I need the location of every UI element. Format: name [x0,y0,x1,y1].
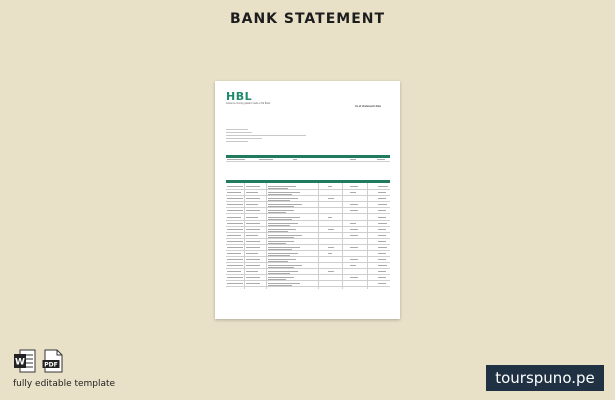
transaction-row [226,226,390,227]
address-line [226,135,306,136]
transaction-cell [268,279,286,280]
transaction-cell [227,204,243,205]
transaction-cell [350,192,356,193]
transaction-cell [227,259,243,260]
transaction-cell [328,247,334,248]
transaction-cell [246,198,260,199]
transaction-row [226,274,390,275]
summary-cell [293,159,297,160]
transaction-cell [246,192,258,193]
transaction-cell [246,283,260,284]
transaction-cell [328,253,332,254]
transaction-cell [246,253,258,254]
word-icon [13,349,37,373]
editable-caption: fully editable template [13,379,116,389]
transaction-cell [350,223,356,224]
transaction-cell [227,235,241,236]
transaction-cell [268,267,294,268]
transaction-cell [227,223,243,224]
transaction-cell [246,223,260,224]
transaction-cell [378,229,386,230]
transaction-cell [350,247,358,248]
transaction-cell [227,229,243,230]
transaction-cell [268,219,292,220]
summary-cell [350,159,356,160]
transaction-cell [350,265,356,266]
summary-table-row [226,161,390,162]
transaction-cell [246,259,260,260]
transaction-row [226,195,390,196]
transaction-cell [246,210,260,211]
transaction-row [226,238,390,239]
transaction-cell [246,204,258,205]
transaction-cell [268,206,294,207]
transaction-cell [350,235,358,236]
summary-table-header [226,155,390,158]
transaction-cell [246,217,258,218]
transaction-cell [227,192,241,193]
transaction-cell [378,259,386,260]
brand-badge[interactable]: tourspuno.pe [486,365,604,391]
transaction-cell [246,247,260,248]
transaction-cell [378,253,386,254]
transaction-cell [328,271,334,272]
transaction-cell [246,186,260,187]
transaction-cell [268,249,292,250]
transaction-cell [268,231,288,232]
transaction-cell [328,186,332,187]
statement-document [215,81,400,319]
transaction-cell [350,229,358,230]
hbl-logo: HBL [226,90,253,103]
transaction-cell [378,271,386,272]
transaction-cell [227,186,243,187]
transaction-cell [227,247,243,248]
statement-date-label: As of statement date [355,105,382,108]
transaction-cell [227,265,243,266]
transaction-cell [268,243,286,244]
transaction-cell [378,283,386,284]
transaction-cell [227,283,243,284]
transaction-cell [268,225,290,226]
transaction-row [226,201,390,202]
address-line [226,141,248,142]
transaction-row [226,213,390,214]
transaction-row [226,244,390,245]
transaction-cell [227,241,243,242]
summary-cell [227,159,245,160]
transaction-cell [268,212,286,213]
transaction-cell [268,188,288,189]
transaction-cell [246,241,260,242]
transaction-cell [268,285,292,286]
transaction-row [226,220,390,221]
transaction-row [226,262,390,263]
transaction-cell [378,186,388,187]
transaction-cell [378,241,386,242]
transaction-cell [378,192,386,193]
transaction-cell [350,277,358,278]
transaction-cell [246,271,258,272]
transaction-cell [378,247,387,248]
transaction-row [226,189,390,190]
transaction-row [226,256,390,257]
page-title: BANK STATEMENT [229,11,386,27]
transaction-cell [378,198,386,199]
transaction-cell [378,277,386,278]
transaction-cell [328,198,334,199]
transaction-row [226,250,390,251]
transaction-cell [246,277,260,278]
summary-cell [377,159,385,160]
address-line [226,132,252,133]
transaction-cell [246,229,260,230]
transaction-cell [227,253,241,254]
transaction-cell [350,259,358,260]
transaction-cell [227,210,243,211]
transaction-cell [350,204,358,205]
transaction-cell [350,210,358,211]
svg-text:W: W [15,357,25,368]
transaction-cell [246,235,258,236]
address-line [226,138,262,139]
transaction-cell [378,223,387,224]
transaction-cell [378,210,386,211]
summary-cell [259,159,273,160]
pdf-icon [42,349,64,373]
transaction-row [226,286,390,287]
transaction-cell [378,235,386,236]
transaction-cell [378,217,386,218]
transaction-cell [328,217,332,218]
transaction-cell [268,273,290,274]
transaction-cell [328,229,334,230]
transaction-cell [227,277,243,278]
transaction-cell [350,186,358,187]
transaction-cell [268,255,290,256]
transaction-cell [268,261,288,262]
transaction-cell [246,265,260,266]
address-line [226,129,248,130]
transaction-row [226,280,390,281]
transaction-cell [227,271,241,272]
transaction-cell [378,265,387,266]
transaction-cell [268,194,292,195]
transaction-row [226,232,390,233]
transaction-row [226,268,390,269]
transaction-cell [378,204,387,205]
transactions-table-header [226,180,390,183]
transaction-cell [227,217,241,218]
transaction-row [226,207,390,208]
bank-tagline: Advance money glazed made a Hb Bank [226,102,271,105]
svg-text:PDF: PDF [44,361,58,369]
transaction-cell [268,237,294,238]
transaction-cell [268,200,290,201]
transaction-cell [227,198,243,199]
